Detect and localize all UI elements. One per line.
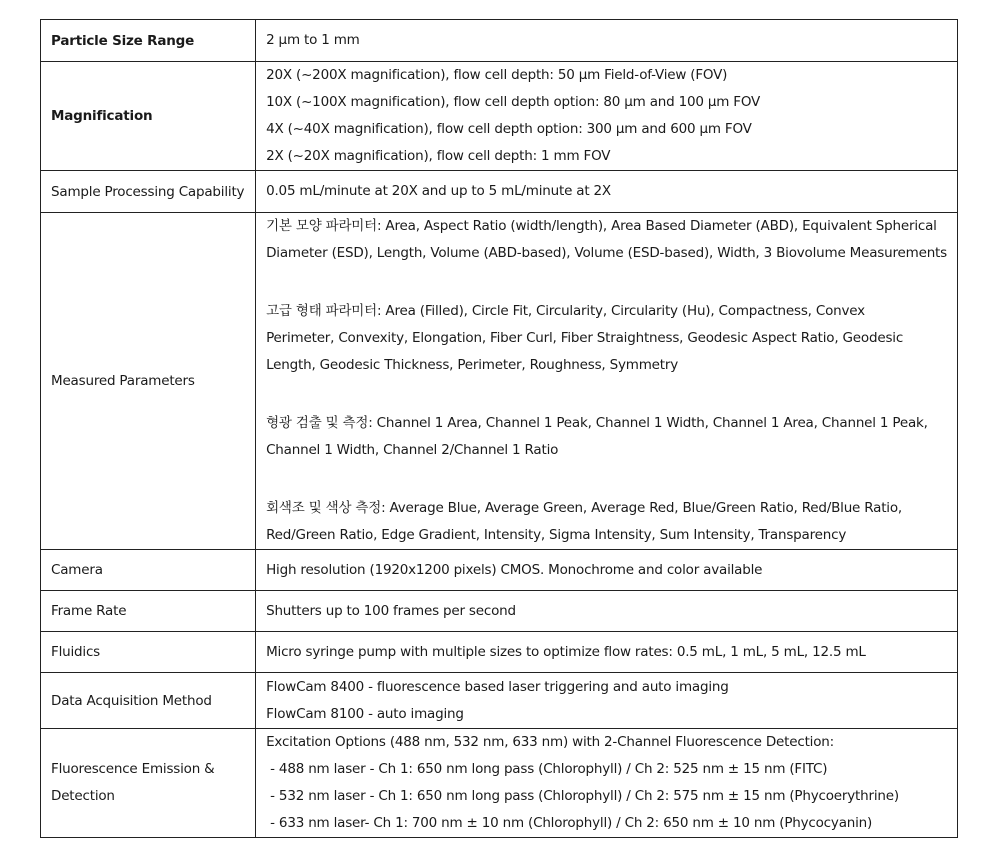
value-line: 기본 모양 파라미터: Area, Aspect Ratio (width/length), Area Based Diameter (ABD), Equivalent Spherical	[266, 218, 937, 234]
value-line: FlowCam 8400 - fluorescence based laser triggering and auto imaging	[266, 678, 729, 695]
row-label: Magnification	[41, 62, 256, 171]
value-line: Micro syringe pump with multiple sizes to optimize flow rates: 0.5 mL, 1 mL, 5 mL, 12.5 mL	[266, 643, 866, 660]
row-value	[256, 632, 958, 673]
row-label: Fluidics	[41, 632, 256, 673]
value-line: Red/Green Ratio, Edge Gradient, Intensity, Sigma Intensity, Sum Intensity, Transparency	[266, 527, 847, 543]
value-line: 0.05 mL/minute at 20X and up to 5 mL/minute at 2X	[266, 183, 611, 199]
spec-table	[40, 19, 958, 838]
value-line: 4X (~40X magnification), flow cell depth option: 300 μm and 600 μm FOV	[266, 121, 752, 137]
value-line: 2 μm to 1 mm	[266, 32, 360, 48]
value-line: - 532 nm laser - Ch 1: 650 nm long pass (Chlorophyll) / Ch 2: 575 nm ± 15 nm (Phycoerythrine)	[266, 788, 899, 804]
value-line: 10X (~100X magnification), flow cell depth option: 80 μm and 100 μm FOV	[266, 94, 761, 110]
label-line: Detection	[51, 788, 115, 804]
value-line: High resolution (1920x1200 pixels) CMOS. Monochrome and color available	[266, 561, 763, 578]
row-label	[41, 729, 256, 838]
row-value	[256, 591, 958, 632]
value-line: Diameter (ESD), Length, Volume (ABD-based), Volume (ESD-based), Width, 3 Biovolume Measurements	[266, 245, 947, 261]
table-row	[41, 20, 958, 62]
value-line: Excitation Options (488 nm, 532 nm, 633 nm) with 2-Channel Fluorescence Detection:	[266, 734, 834, 750]
table-row	[41, 591, 958, 632]
param-group-advanced	[266, 298, 947, 379]
value-line: - 488 nm laser - Ch 1: 650 nm long pass (Chlorophyll) / Ch 2: 525 nm ± 15 nm (FITC)	[266, 761, 828, 777]
row-label: Particle Size Range	[41, 20, 256, 62]
param-group-basic	[266, 213, 947, 267]
row-value	[256, 62, 958, 171]
table-row	[41, 213, 958, 550]
table-row	[41, 729, 958, 838]
row-value	[256, 171, 958, 213]
value-line: 형광 검출 및 측정: Channel 1 Area, Channel 1 Peak, Channel 1 Width, Channel 1 Area, Channel 1 Peak,	[266, 415, 928, 431]
label-line: Fluorescence Emission &	[51, 761, 215, 777]
param-group-fluorescence	[266, 410, 947, 464]
table-row	[41, 632, 958, 673]
row-value	[256, 729, 958, 838]
value-line: 고급 형태 파라미터: Area (Filled), Circle Fit, Circularity, Circularity (Hu), Compactness, Convex	[266, 303, 865, 319]
table-row	[41, 62, 958, 171]
row-label: Measured Parameters	[41, 213, 256, 550]
value-line: Shutters up to 100 frames per second	[266, 602, 516, 619]
value-line: 20X (~200X magnification), flow cell depth: 50 μm Field-of-View (FOV)	[266, 67, 728, 83]
value-line: Channel 1 Width, Channel 2/Channel 1 Ratio	[266, 442, 559, 458]
value-line: Perimeter, Convexity, Elongation, Fiber Curl, Fiber Straightness, Geodesic Aspect Ratio, Geodesic	[266, 330, 904, 346]
row-value	[256, 550, 958, 591]
row-value	[256, 213, 958, 550]
row-label: Data Acquisition Method	[41, 673, 256, 729]
row-value	[256, 20, 958, 62]
table-row	[41, 171, 958, 213]
value-line: 회색조 및 색상 측정: Average Blue, Average Green, Average Red, Blue/Green Ratio, Red/Blue Ratio,	[266, 500, 903, 516]
param-group-grayscale-color	[266, 495, 947, 549]
row-value	[256, 673, 958, 729]
row-label: Camera	[41, 550, 256, 591]
row-label: Frame Rate	[41, 591, 256, 632]
value-line: Length, Geodesic Thickness, Perimeter, Roughness, Symmetry	[266, 357, 679, 373]
value-line: 2X (~20X magnification), flow cell depth: 1 mm FOV	[266, 148, 611, 164]
value-line: - 633 nm laser- Ch 1: 700 nm ± 10 nm (Chlorophyll) / Ch 2: 650 nm ± 10 nm (Phycocyanin)	[266, 815, 873, 831]
value-line: FlowCam 8100 - auto imaging	[266, 705, 464, 722]
row-label: Sample Processing Capability	[41, 171, 256, 213]
table-row	[41, 673, 958, 729]
table-row	[41, 550, 958, 591]
